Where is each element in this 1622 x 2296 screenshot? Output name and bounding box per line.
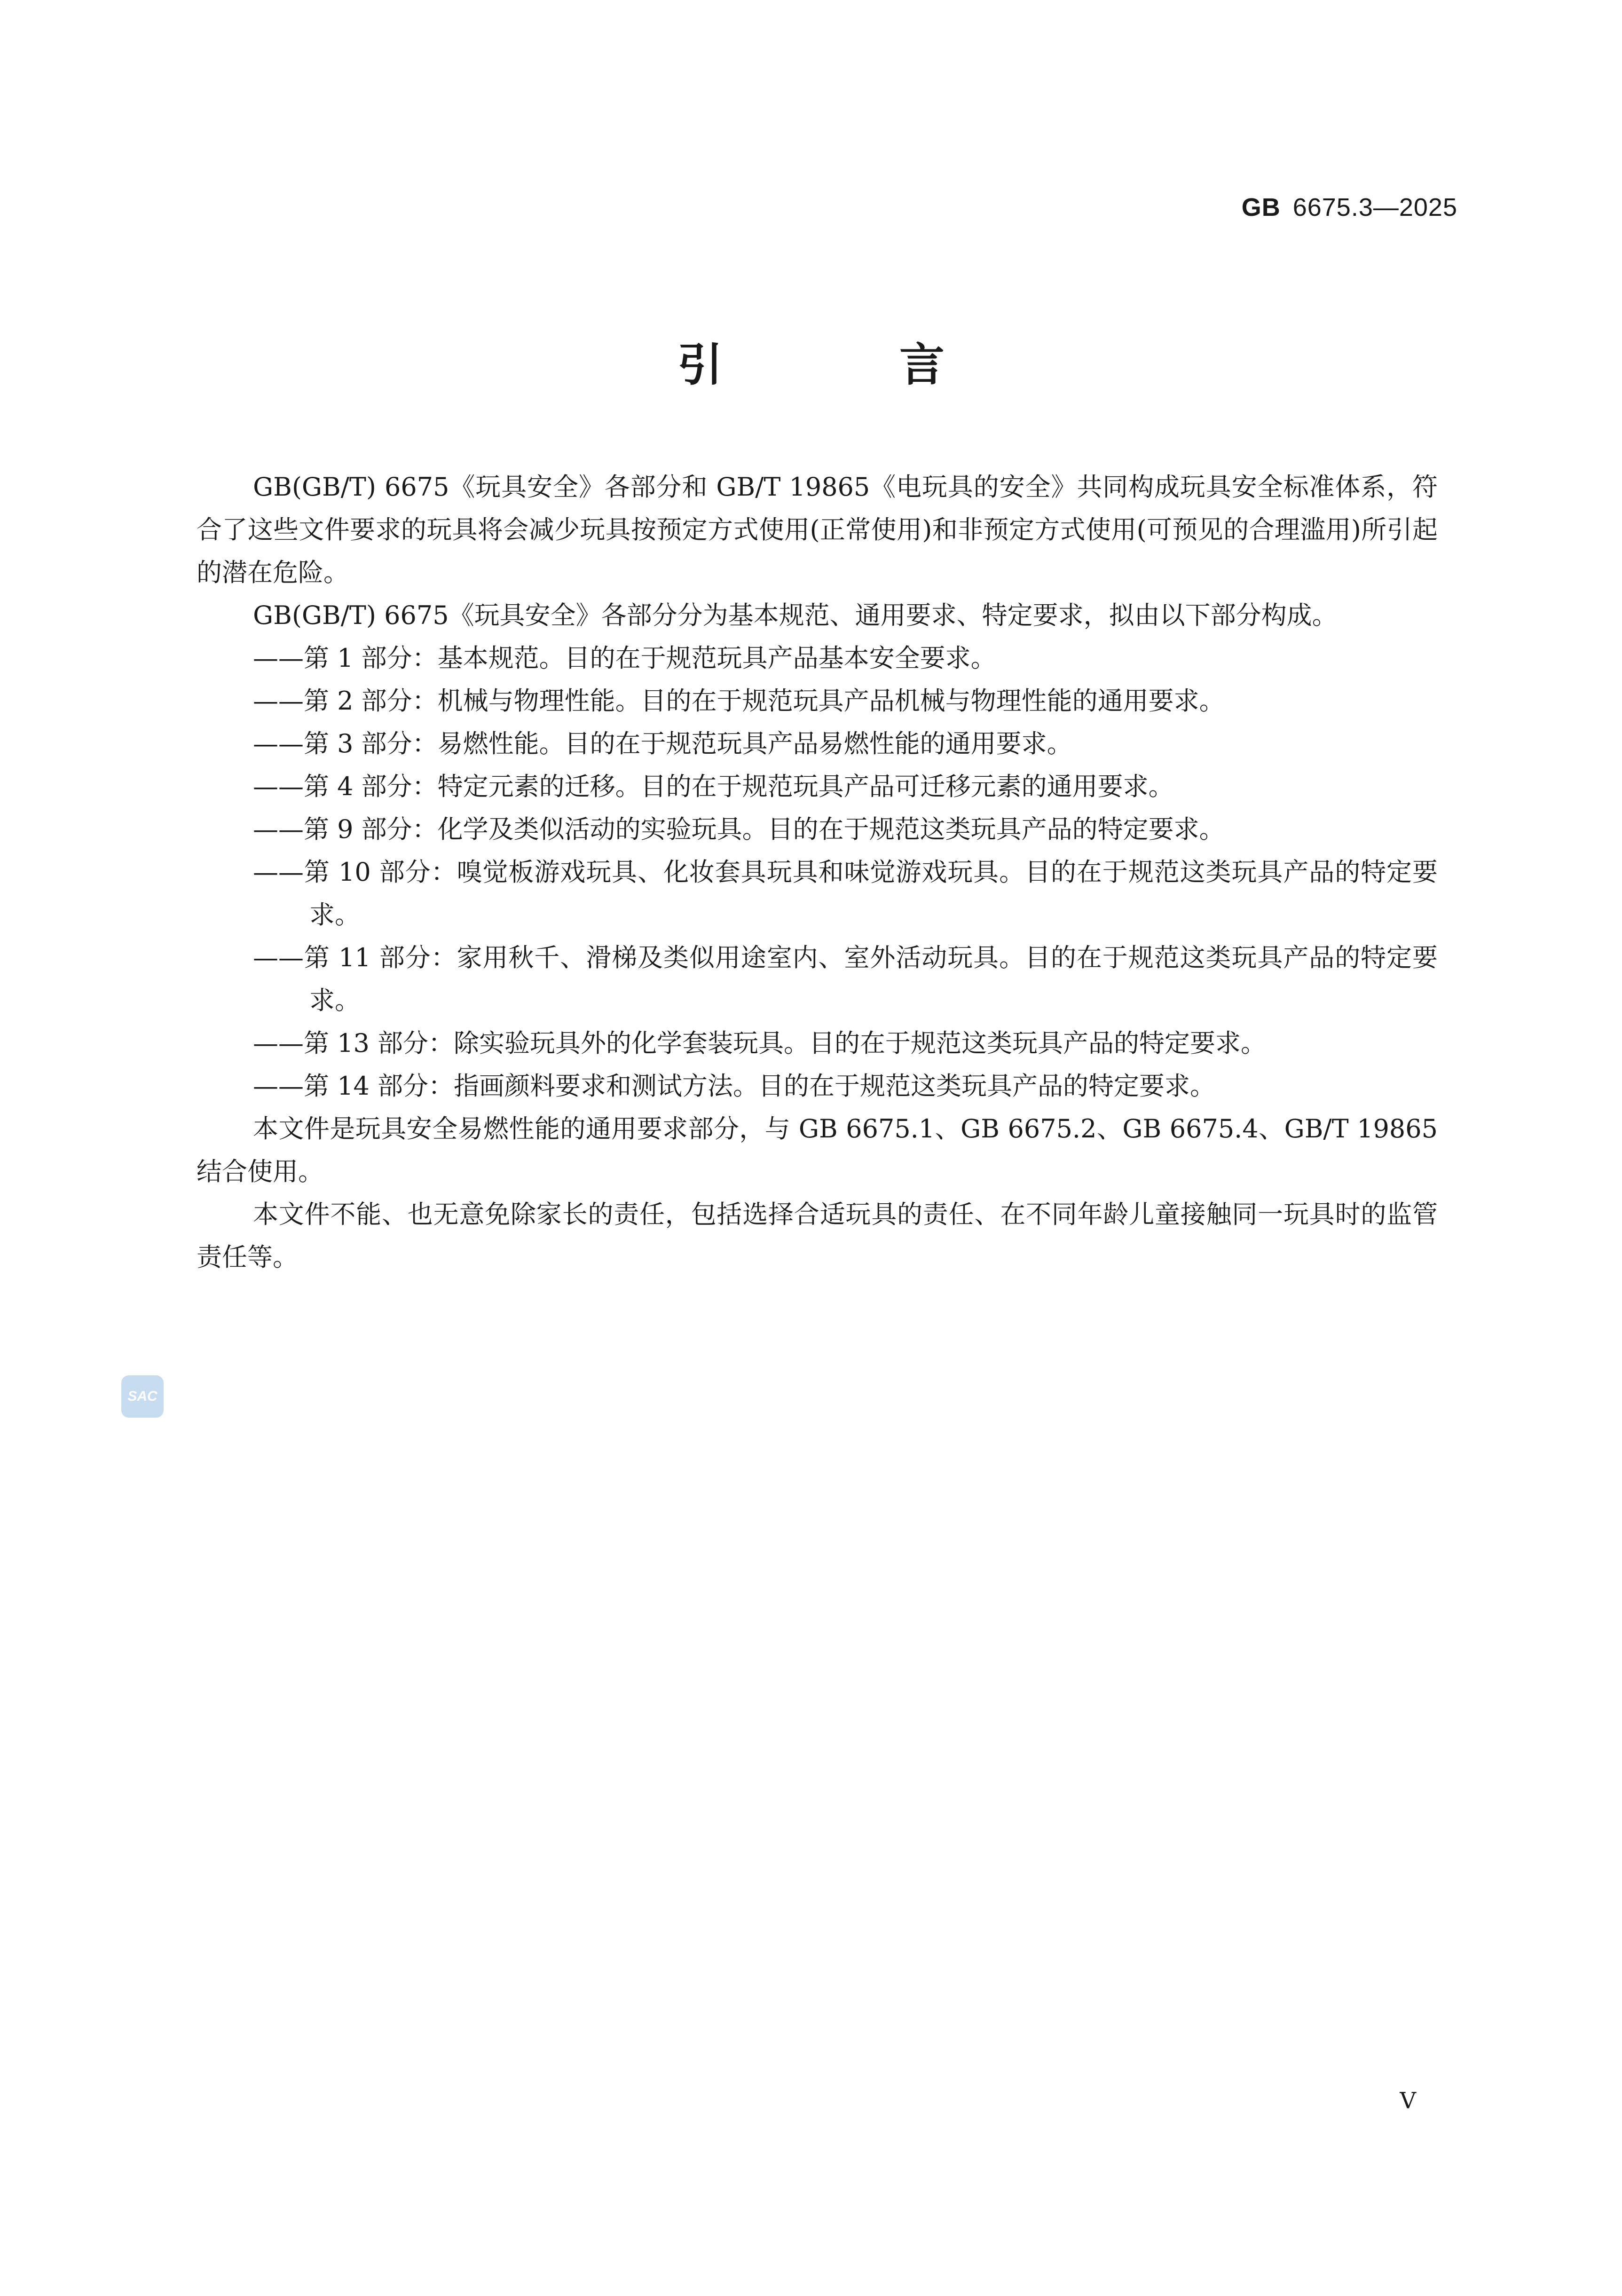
part-list-item: ——第 1 部分：基本规范。目的在于规范玩具产品基本安全要求。 xyxy=(253,643,996,673)
part-list-item: ——第 2 部分：机械与物理性能。目的在于规范玩具产品机械与物理性能的通用要求。 xyxy=(253,686,1225,716)
usage-paragraph: 本文件是玩具安全易燃性能的通用要求部分，与 GB 6675.1、GB 6675.2、GB 6675.4、GB/T 19865 结合使用。 xyxy=(197,1114,1438,1186)
intro-paragraph: GB(GB/T) 6675《玩具安全》各部分和 GB/T 19865《电玩具的安全》共同构成玩具安全标准体系，符合了这些文件要求的玩具将会减少玩具按预定方式使用(正常使用)和非预定方式使用(可预见的合理滥用)所引起的潜在危险。 xyxy=(197,472,1438,587)
responsibility-paragraph: 本文件不能、也无意免除家长的责任，包括选择合适玩具的责任、在不同年龄儿童接触同一玩具时的监管责任等。 xyxy=(197,1199,1438,1272)
part-list-item: ——第 13 部分：除实验玩具外的化学套装玩具。目的在于规范这类玩具产品的特定要求。 xyxy=(253,1028,1267,1058)
part-list-item: ——第 3 部分：易燃性能。目的在于规范玩具产品易燃性能的通用要求。 xyxy=(253,729,1072,758)
sac-logo-icon: SAC xyxy=(121,1375,164,1418)
page-title: 引 言 xyxy=(677,339,1010,391)
document-body xyxy=(197,466,1438,1278)
part-list-item: ——第 4 部分：特定元素的迁移。目的在于规范玩具产品可迁移元素的通用要求。 xyxy=(253,772,1174,801)
part-list-item: ——第 11 部分：家用秋千、滑梯及类似用途室内、室外活动玩具。目的在于规范这类玩具产品的特定要求。 xyxy=(253,943,1438,1015)
part-list-item: ——第 10 部分：嗅觉板游戏玩具、化妆套具玩具和味觉游戏玩具。目的在于规范这类玩具产品的特定要求。 xyxy=(253,857,1438,930)
standard-prefix: GB xyxy=(1241,193,1281,221)
standard-number: 6675.3—2025 xyxy=(1292,193,1457,221)
page-number: V xyxy=(1400,2088,1416,2114)
document-code xyxy=(1242,193,1457,222)
parts-intro-paragraph: GB(GB/T) 6675《玩具安全》各部分分为基本规范、通用要求、特定要求，拟由以下部分构成。 xyxy=(253,600,1338,630)
part-list-item: ——第 14 部分：指画颜料要求和测试方法。目的在于规范这类玩具产品的特定要求。 xyxy=(253,1071,1216,1101)
part-list-item: ——第 9 部分：化学及类似活动的实验玩具。目的在于规范这类玩具产品的特定要求。 xyxy=(253,814,1225,844)
